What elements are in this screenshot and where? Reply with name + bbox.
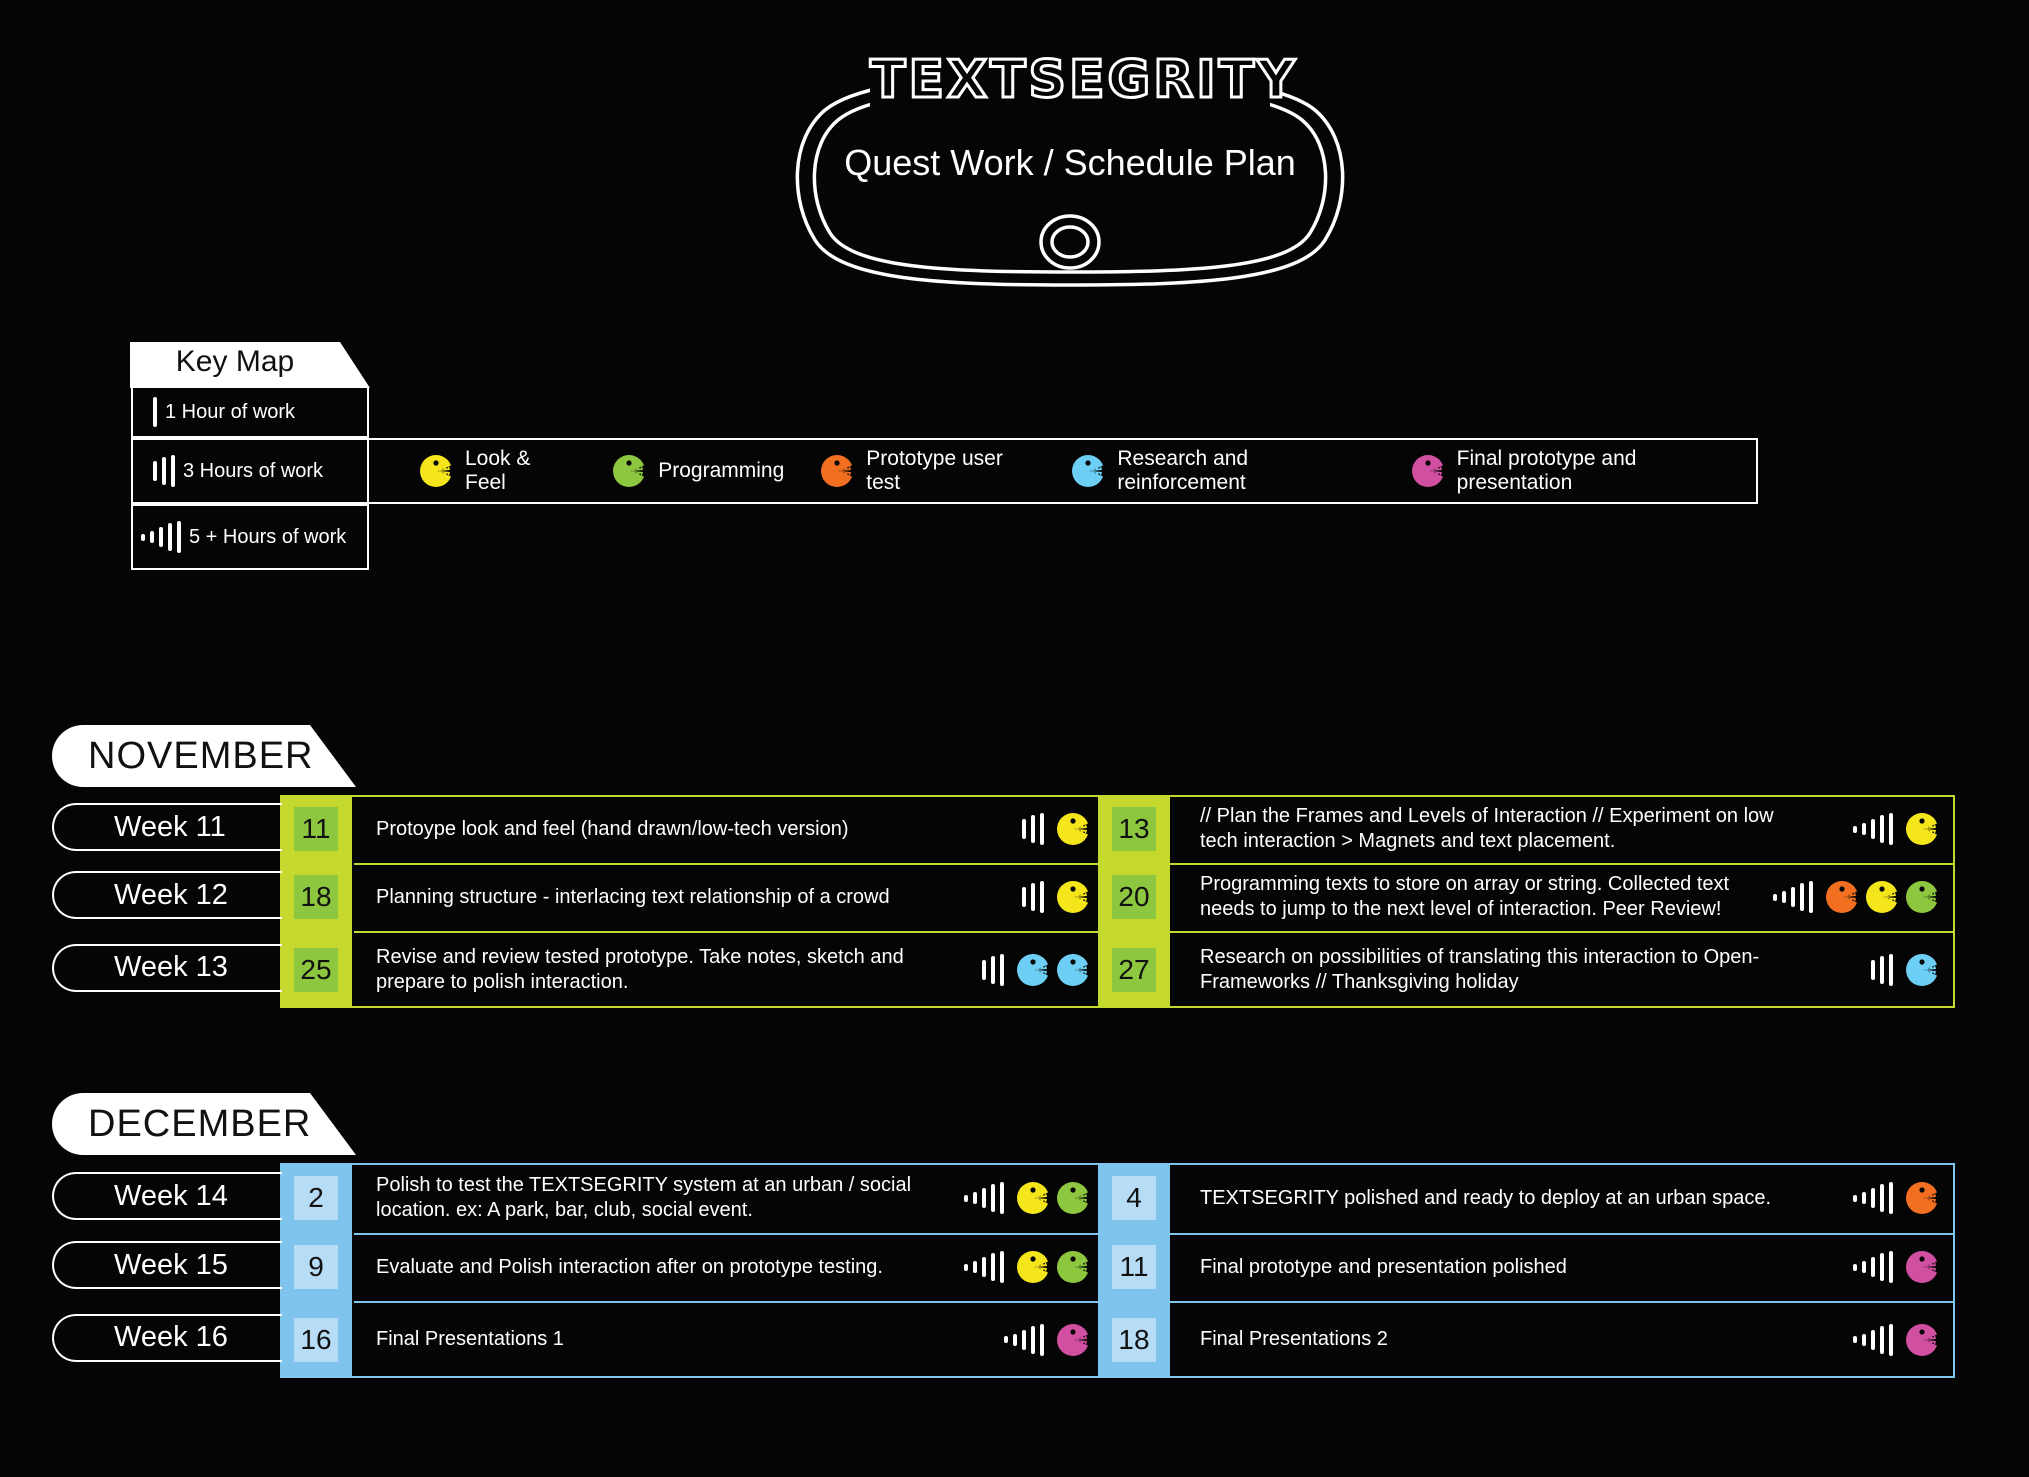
date-number: 18	[294, 875, 338, 919]
yellow-chomper-icon	[1016, 1181, 1050, 1215]
week-label: Week 12	[52, 871, 282, 919]
schedule-row	[282, 863, 1957, 931]
key-one-hour	[131, 386, 369, 438]
right-date-cell	[1098, 1163, 1170, 1233]
left-date-cell	[280, 1233, 352, 1301]
magenta-chomper-icon	[1905, 1323, 1939, 1357]
orange-chomper-icon	[820, 454, 854, 488]
key-one-hour-label: 1 Hour of work	[165, 400, 296, 423]
yellow-chomper-icon	[1056, 812, 1090, 846]
legend-label: Research and reinforcement	[1117, 447, 1249, 494]
green-chomper-icon	[612, 454, 646, 488]
legend-final-prototype	[1411, 447, 1756, 495]
date-number: 11	[294, 807, 338, 851]
schedule-row	[282, 1301, 1957, 1378]
right-task-icons	[1853, 795, 1939, 863]
five-bars-icon	[141, 521, 181, 553]
november-schedule-grid	[280, 795, 1955, 1008]
left-date-cell	[280, 1163, 352, 1233]
blue-chomper-icon	[1071, 454, 1105, 488]
left-task-icons	[964, 1163, 1090, 1233]
left-task-text: Final Presentations 1	[376, 1328, 564, 1350]
right-task-text: Final Presentations 2	[1200, 1328, 1388, 1350]
green-chomper-icon	[1056, 1250, 1090, 1284]
left-task-icons	[1022, 795, 1090, 863]
magenta-chomper-icon	[1905, 1250, 1939, 1284]
three-bars-icon	[1871, 954, 1893, 986]
legend-label: Programming	[658, 459, 785, 482]
right-task-icons	[1853, 1301, 1939, 1378]
five-bars-icon	[1004, 1324, 1044, 1356]
left-date-cell	[280, 795, 352, 863]
legend-label: Look & Feel	[465, 447, 531, 494]
blue-chomper-icon	[1056, 953, 1090, 987]
december-month-label: DECEMBER	[88, 1103, 312, 1145]
right-task-icons	[1871, 931, 1939, 1008]
right-date-cell	[1098, 1301, 1170, 1378]
key-three-hours	[131, 438, 369, 504]
textsegrity-logo: TEXTSEGRITY	[870, 50, 1298, 110]
yellow-chomper-icon	[1865, 880, 1899, 914]
yellow-chomper-icon	[1905, 812, 1939, 846]
key-map-title: Key Map	[175, 345, 295, 378]
right-task-icons	[1773, 863, 1939, 931]
right-date-cell	[1098, 863, 1170, 931]
legend-programming	[612, 454, 784, 488]
right-task-text: Research on possibilities of translating this interaction to Open-Frameworks // Thanksgiving holiday	[1200, 945, 1760, 993]
left-date-cell	[280, 1301, 352, 1378]
left-task-text: Planning structure - interlacing text relationship of a crowd	[376, 885, 890, 908]
key-five-hours-label: 5 + Hours of work	[189, 525, 347, 548]
left-task-text: Protoype look and feel (hand drawn/low-tech version)	[376, 817, 849, 840]
right-task-text: Final prototype and presentation polished	[1200, 1255, 1567, 1278]
right-task-text: // Plan the Frames and Levels of Interaction // Experiment on low tech interaction > Magnets and text placement.	[1200, 805, 1774, 852]
legend-label: Prototype user test	[866, 447, 1003, 494]
left-date-cell	[280, 931, 352, 1008]
date-number: 18	[1112, 1318, 1156, 1362]
three-bars-icon	[153, 455, 175, 487]
right-task-text: Programming texts to store on array or string. Collected text needs to jump to the next level of interaction. Peer Review!	[1200, 873, 1730, 920]
five-bars-icon	[1853, 1182, 1893, 1214]
date-number: 2	[294, 1176, 338, 1220]
schedule-row	[282, 1163, 1957, 1233]
left-date-cell	[280, 863, 352, 931]
date-number: 20	[1112, 875, 1156, 919]
left-task-icons	[1022, 863, 1090, 931]
five-bars-icon	[1853, 1324, 1893, 1356]
schedule-row	[282, 795, 1957, 863]
category-legend	[369, 438, 1758, 504]
orange-chomper-icon	[1905, 1181, 1939, 1215]
date-number: 9	[294, 1245, 338, 1289]
five-bars-icon	[964, 1251, 1004, 1283]
three-bars-icon	[1022, 813, 1044, 845]
right-date-cell	[1098, 1233, 1170, 1301]
right-task-text: TEXTSEGRITY polished and ready to deploy at an urban space.	[1200, 1186, 1772, 1209]
five-bars-icon	[1773, 881, 1813, 913]
date-number: 27	[1112, 948, 1156, 992]
left-task-icons	[982, 931, 1090, 1008]
left-task-text: Evaluate and Polish interaction after on prototype testing.	[376, 1255, 883, 1278]
week-label: Week 11	[52, 803, 282, 851]
schedule-row	[282, 931, 1957, 1008]
right-date-cell	[1098, 795, 1170, 863]
schedule-row	[282, 1233, 1957, 1301]
date-number: 4	[1112, 1176, 1156, 1220]
left-task-icons	[1004, 1301, 1090, 1378]
page-subtitle: Quest Work / Schedule Plan	[844, 142, 1296, 183]
yellow-chomper-icon	[1016, 1250, 1050, 1284]
date-number: 13	[1112, 807, 1156, 851]
week-label: Week 14	[52, 1172, 282, 1220]
right-task-icons	[1853, 1233, 1939, 1301]
left-task-icons	[964, 1233, 1090, 1301]
magenta-chomper-icon	[1411, 454, 1445, 488]
week-label: Week 13	[52, 944, 282, 992]
november-month-label: NOVEMBER	[88, 735, 314, 777]
five-bars-icon	[964, 1182, 1004, 1214]
date-number: 25	[294, 948, 338, 992]
right-task-icons	[1853, 1163, 1939, 1233]
left-task-text: Polish to test the TEXTSEGRITY system at an urban / social location. ex: A park, bar, club, social event.	[376, 1174, 912, 1221]
legend-label: Final prototype and presentation	[1456, 447, 1637, 494]
week-label: Week 16	[52, 1314, 282, 1362]
three-bars-icon	[982, 954, 1004, 986]
orange-chomper-icon	[1825, 880, 1859, 914]
yellow-chomper-icon	[1056, 880, 1090, 914]
blue-chomper-icon	[1016, 953, 1050, 987]
legend-look-and-feel	[419, 447, 576, 495]
legend-research	[1071, 447, 1380, 495]
five-bars-icon	[1853, 1251, 1893, 1283]
right-date-cell	[1098, 931, 1170, 1008]
legend-prototype-user-test	[820, 447, 1041, 495]
magenta-chomper-icon	[1056, 1323, 1090, 1357]
yellow-chomper-icon	[419, 454, 453, 488]
date-number: 16	[294, 1318, 338, 1362]
three-bars-icon	[1022, 881, 1044, 913]
five-bars-icon	[1853, 813, 1893, 845]
green-chomper-icon	[1056, 1181, 1090, 1215]
left-task-text: Revise and review tested prototype. Take notes, sketch and prepare to polish interaction.	[376, 945, 904, 993]
date-number: 11	[1112, 1245, 1156, 1289]
green-chomper-icon	[1905, 880, 1939, 914]
week-label: Week 15	[52, 1241, 282, 1289]
key-three-hours-label: 3 Hours of work	[183, 459, 324, 482]
december-schedule-grid	[280, 1163, 1955, 1378]
key-five-hours	[131, 504, 369, 570]
blue-chomper-icon	[1905, 953, 1939, 987]
one-bar-icon	[153, 397, 157, 427]
